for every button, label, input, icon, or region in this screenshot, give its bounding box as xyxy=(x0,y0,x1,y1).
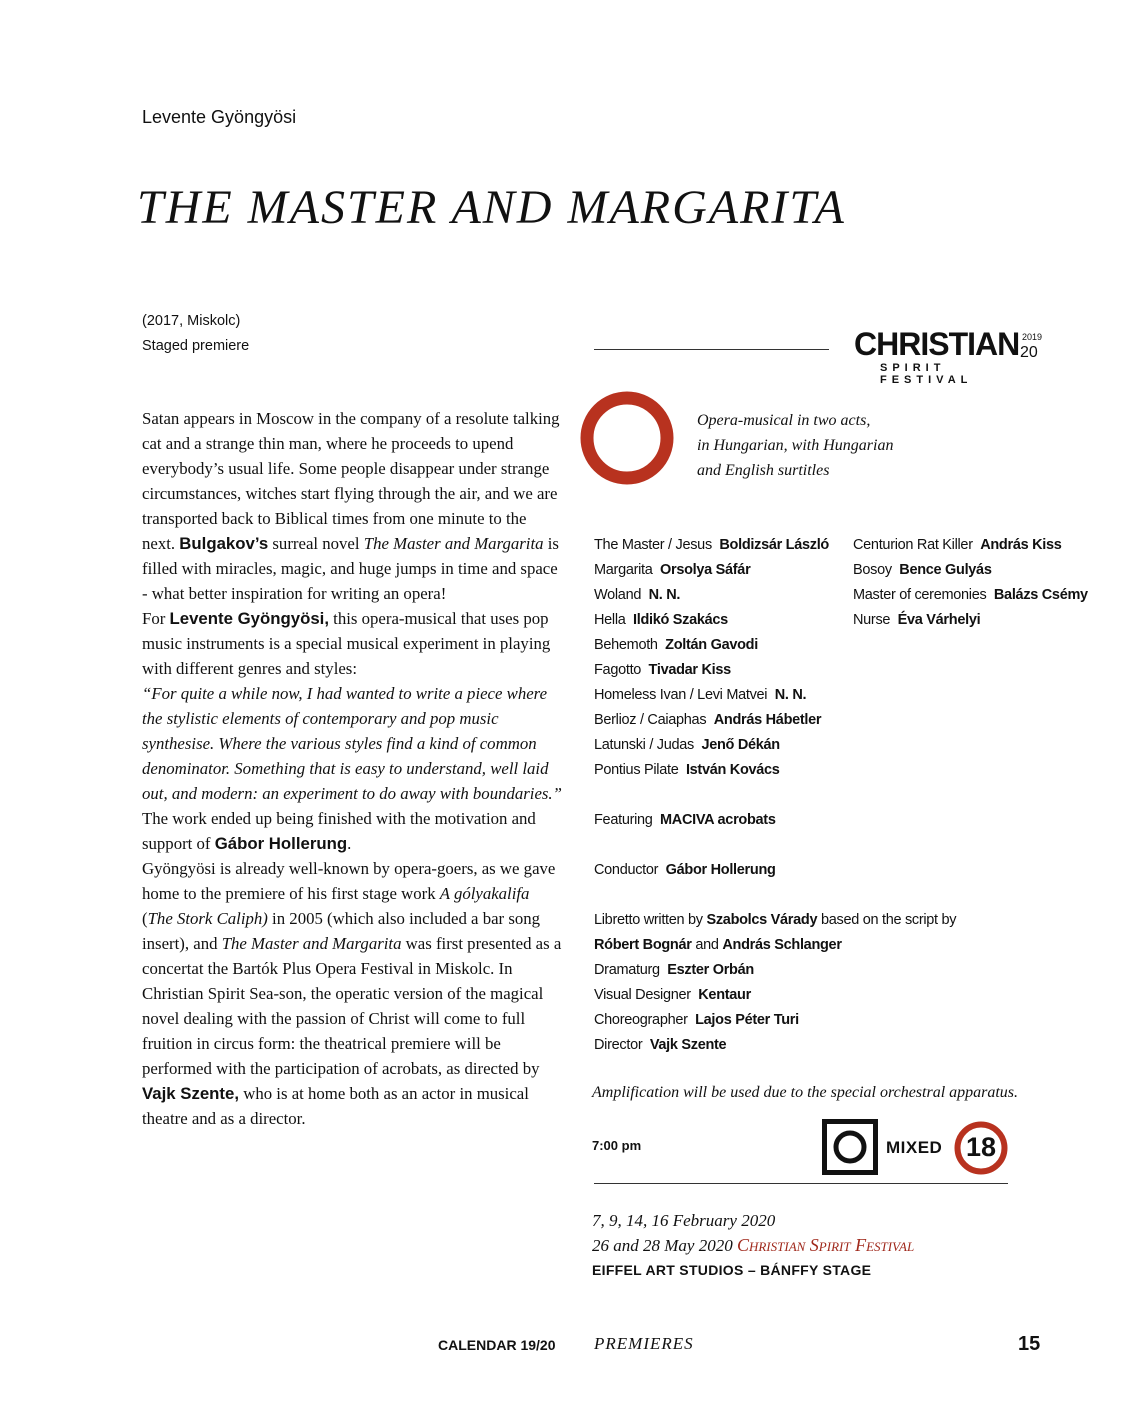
conductor-credit: Conductor Gábor Hollerung xyxy=(594,862,776,878)
choreographer-credit: Choreographer Lajos Péter Turi xyxy=(594,1012,799,1028)
divider xyxy=(594,349,829,350)
cast-list-left xyxy=(594,533,829,783)
opera-ring-icon xyxy=(579,390,675,486)
opera-category-icon xyxy=(822,1119,878,1175)
mixed-badge: MIXED xyxy=(886,1138,943,1157)
dramaturg-credit: Dramaturg Eszter Orbán xyxy=(594,962,754,978)
cast-row: Bosoy Bence Gulyás xyxy=(853,562,992,578)
director-mention: Vajk Szente, xyxy=(142,1084,240,1103)
age-rating-badge xyxy=(954,1121,1008,1175)
script-credit: Róbert Bognár and András Schlanger xyxy=(594,937,842,953)
bulgakov-name: Bulgakov’s xyxy=(179,534,269,553)
christian-spirit-festival-logo xyxy=(854,320,1044,386)
cast-row: Latunski / Judas Jenő Dékán xyxy=(594,737,780,753)
cast-row: Margarita Orsolya Sáfár xyxy=(594,562,751,578)
festival-name: Christian Spirit Festival xyxy=(736,1235,915,1255)
cast-row: Nurse Éva Várhelyi xyxy=(853,612,981,628)
cast-row: Behemoth Zoltán Gavodi xyxy=(594,637,758,653)
logo-year-top: 2019 xyxy=(1022,332,1043,342)
production-meta xyxy=(142,309,249,359)
composer-name: Levente Gyöngyösi xyxy=(142,107,297,127)
featuring-credit: Featuring MACIVA acrobats xyxy=(594,812,776,828)
cast-row: Master of ceremonies Balázs Csémy xyxy=(853,587,1088,603)
logo-year-bottom: 20 xyxy=(1020,344,1038,361)
creative-team xyxy=(594,908,956,1058)
performance-dates: 7, 9, 14, 16 February 2020 26 and 28 May 2020 Christian Spirit Festival xyxy=(592,1211,915,1255)
cast-row: Pontius Pilate István Kovács xyxy=(594,762,780,778)
footer-calendar: CALENDAR 19/20 xyxy=(438,1337,556,1353)
composer-quote: “For quite a while now, I had wanted to write a piece where the stylistic elements of contemporary and pop music synthesise. Where the various styles find a kind of common denominator. Something that is easy to understand, well laid out, and modern: an experiment to do away with boundaries.” xyxy=(142,684,562,803)
premiere-type: Staged premiere xyxy=(142,338,250,354)
cast-row: Homeless Ivan / Levi Matvei N. N. xyxy=(594,687,807,703)
synopsis-text: Satan appears in Moscow in the company of a resolute talking cat and a strange thin man, where he proceeds to upend everybody’s usual life. Some people disappear under strange circumstances, witches start flying through the air, and we are transported back to Biblical times from one minute to the next. Bulgakov’s surreal novel The Master and Margarita is filled with miracles, magic, and huge jumps in time and space - what better inspiration for writing an opera! For Levente Gyöngyösi, this opera-musical that uses pop music instruments is a special musical experiment in playing with different genres and styles: “For quite a while now, I had wanted to write a piece where the stylistic elements of contemporary and pop music synthesise. Where the various styles find a kind of common denominator. Something that is easy to understand, well laid out, and modern: an experiment to do away with boundaries.” The work ended up being finished with the motivation and support of Gábor Hollerung. Gyöngyösi is already well-known by opera-goers, as we gave home to the premiere of his first stage work A gólyakalifa (The Stork Caliph) in 2005 (which also included a bar song insert), and The Master and Margarita was first presented as a concertat the Bartók Plus Opera Festival in Miskolc. In Christian Spirit Sea-son, the operatic version of the magical novel dealing with the passion of Christ will come to full fruition in circus form: the theatrical premiere will be performed with the participation of acrobats, as directed by Vajk Szente, who is at home both as an actor in musical theatre and as a director. xyxy=(142,409,562,1128)
cast-row: Berlioz / Caiaphas András Hábetler xyxy=(594,712,822,728)
logo-word: CHRISTIAN xyxy=(854,326,1020,362)
director-credit: Director Vajk Szente xyxy=(594,1037,727,1053)
cast-row: The Master / Jesus Boldizsár László xyxy=(594,537,829,553)
libretto-credit: Libretto written by Szabolcs Várady based on the script by xyxy=(594,912,957,928)
cast-row: Centurion Rat Killer András Kiss xyxy=(853,537,1062,553)
divider xyxy=(594,1183,1008,1184)
page-title: THE MASTER AND MARGARITA xyxy=(137,181,846,234)
logo-subtitle: SPIRIT FESTIVAL xyxy=(880,362,973,386)
cast-row: Fagotto Tivadar Kiss xyxy=(594,662,731,678)
age-rating-number: 18 xyxy=(965,1132,997,1162)
cast-row: Hella Ildikó Szakács xyxy=(594,612,728,628)
cast-list-right xyxy=(853,533,1088,633)
genre-description: Opera-musical in two acts, in Hungarian, with Hungarian and English surtitles xyxy=(697,412,894,479)
page-number: 15 xyxy=(1018,1333,1041,1355)
hollerung-mention: Gábor Hollerung xyxy=(214,834,348,853)
composer-mention: Levente Gyöngyösi, xyxy=(169,609,329,628)
cast-row: Woland N. N. xyxy=(594,587,681,603)
year-place: (2017, Miskolc) xyxy=(142,313,241,329)
amplification-note: Amplification will be used due to the special orchestral apparatus. xyxy=(592,1084,1019,1101)
show-time: 7:00 pm xyxy=(592,1138,642,1153)
visual-designer-credit: Visual Designer Kentaur xyxy=(594,987,751,1003)
venue: EIFFEL ART STUDIOS – BÁNFFY STAGE xyxy=(592,1262,872,1278)
footer-section: PREMIERES xyxy=(594,1334,694,1353)
